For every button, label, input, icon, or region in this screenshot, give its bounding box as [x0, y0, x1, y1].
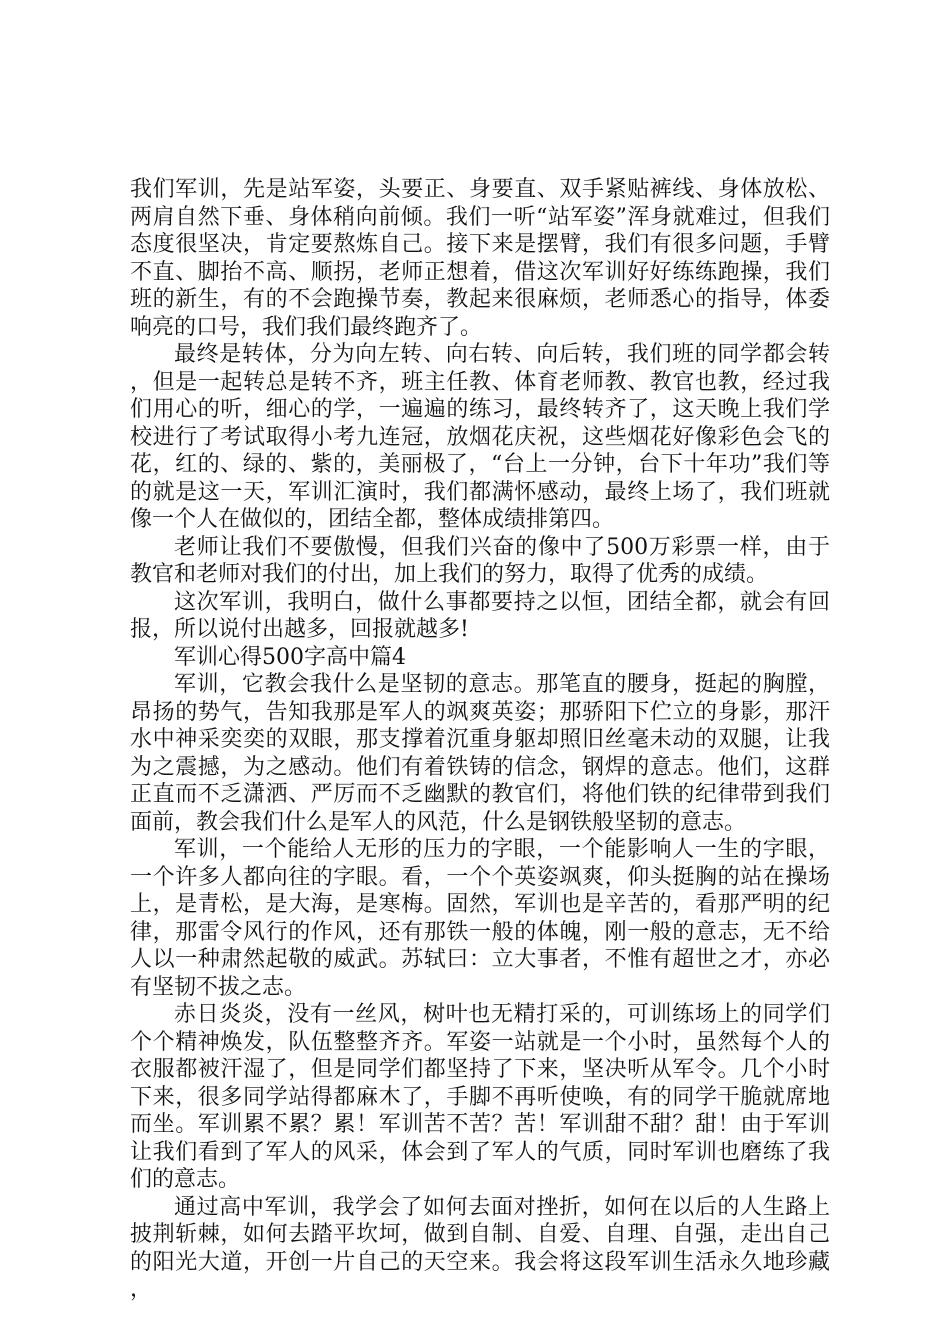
paragraph-1: 我们军训，先是站军姿，头要正、身要直、双手紧贴裤线、身体放松、两肩自然下垂、身体稍向前倾。我们一听“站军姿”浑身就难过，但我们态度很坚决，肯定要熬炼自己。接下来是摆臂，我们有很多问题，手臂不直、脚抬不高、顺拐，老师正想着，借这次军训好好练练跑操，我们班的新生，有的不会跑操节奏，教起来很麻烦，老师悉心的指导，体委响亮的口号，我们我们最终跑齐了。	[130, 177, 830, 340]
paragraph-5: 军训，它教会我什么是坚韧的意志。那笔直的腰身，挺起的胸膛，昂扬的势气，告知我那是军人的飒爽英姿；那骄阳下伫立的身影，那汗水中神采奕奕的双眼，那支撑着沉重身躯却照旧丝毫未动的双腿，让我为之震撼，为之感动。他们有着铁铸的信念，钢焊的意志。他们，这群正直而不乏潇洒、严厉而不乏幽默的教官们，将他们铁的纪律带到我们面前，教会我们什么是军人的风范，什么是钢铁般坚韧的意志。	[130, 672, 830, 835]
section-heading: 军训心得500字高中篇4	[174, 644, 406, 670]
paragraph-3: 老师让我们不要傲慢，但我们兴奋的像中了500万彩票一样，由于教官和老师对我们的付出，加上我们的努力，取得了优秀的成绩。	[130, 534, 830, 587]
paragraph-6: 军训，一个能给人无形的压力的字眼，一个能影响人一生的字眼，一个许多人都向往的字眼。看，一个个英姿飒爽，仰头挺胸的站在操场上，是青松，是大海，是寒梅。固然，军训也是辛苦的，看那严明的纪律，那雷令风行的作风，还有那铁一般的体魄，刚一般的意志，无不给人以一种肃然起敬的威武。苏轼曰：立大事者，不惟有超世之才，亦必有坚韧不拔之志。	[130, 837, 830, 1000]
paragraph-7: 赤日炎炎，没有一丝风，树叶也无精打采的，可训练场上的同学们个个精神焕发，队伍整整齐齐。军姿一站就是一个小时，虽然每个人的衣服都被汗湿了，但是同学们都坚持了下来，坚决听从军令。几个小时下来，很多同学站得都麻木了，手脚不再听使唤，有的同学干脆就席地而坐。军训累不累？累！军训苦不苦？苦！军训甜不甜？甜！由于军训让我们看到了军人的风采，体会到了军人的气质，同时军训也磨练了我们的意志。	[130, 1002, 830, 1192]
paragraph-8: 通过高中军训，我学会了如何去面对挫折，如何在以后的人生路上披荆斩棘，如何去踏平坎坷，做到自制、自爱、自理、自强，走出自己的阳光大道，开创一片自己的天空来。我会将这段军训生活永久地珍藏，	[130, 1194, 830, 1302]
paragraph-2: 最终是转体，分为向左转、向右转、向后转，我们班的同学都会转，但是一起转总是转不齐，班主任教、体育老师教、教官也教，经过我们用心的听，细心的学，一遍遍的练习，最终转齐了，这天晚上我们学校进行了考试取得小考九连冠，放烟花庆祝，这些烟花好像彩色会飞的花，红的、绿的、紫的，美丽极了，“台上一分钟，台下十年功”我们等的就是这一天，军训汇演时，我们都满怀感动，最终上场了，我们班就像一个人在做似的，团结全都，整体成绩排第四。	[130, 342, 830, 532]
paragraph-4: 这次军训，我明白，做什么事都要持之以恒，团结全都，就会有回报，所以说付出越多，回报就越多!	[130, 589, 830, 642]
document-body	[130, 176, 830, 1304]
